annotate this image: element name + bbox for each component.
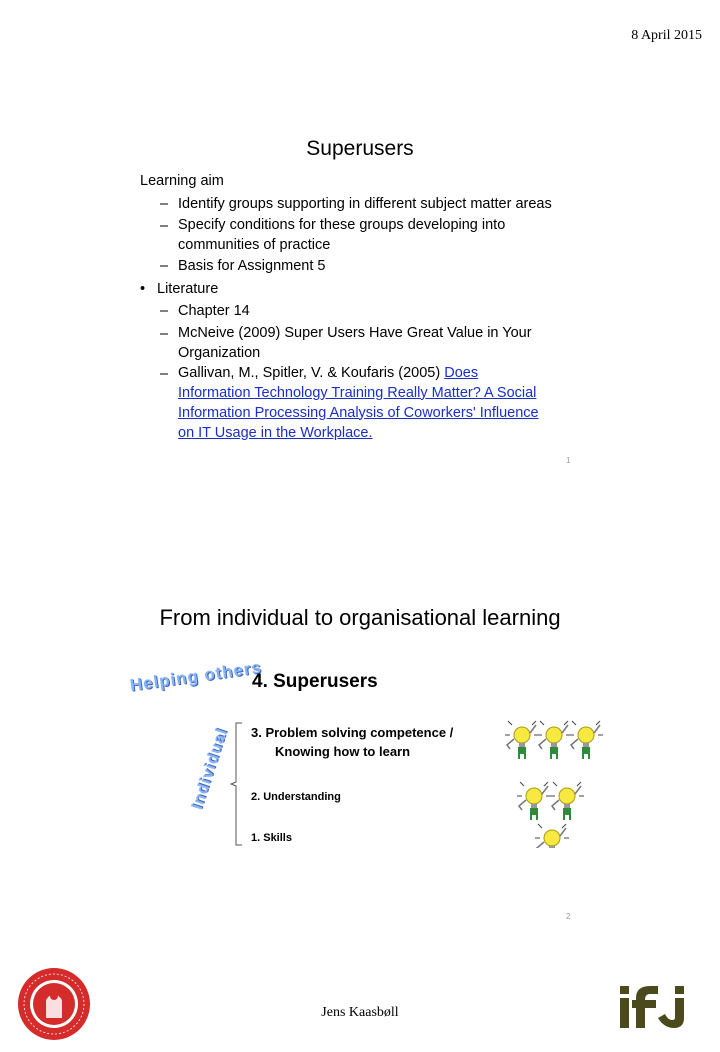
literature-label: Literature: [157, 280, 219, 297]
dot-bullet: •: [140, 280, 146, 297]
level3-line1: 3. Problem solving competence /: [251, 725, 454, 740]
gallivan-link[interactable]: Information Processing Analysis of Coworkers' Influence: [178, 404, 539, 421]
lightbulb-icon: [517, 782, 551, 820]
bracket-icon: [230, 722, 244, 846]
individual-wordart: Individual: [188, 725, 232, 812]
footer-author: Jens Kaasbøll: [321, 1005, 399, 1020]
lightbulb-figures: [500, 718, 610, 848]
literature-item: [140, 363, 610, 443]
slide1-title: Superusers: [306, 137, 414, 160]
lightbulb-icon: [535, 824, 569, 848]
mcneive-text-cont: Organization: [178, 344, 261, 361]
slide1-page-number: 1: [566, 456, 571, 465]
lightbulb-icon: [569, 721, 603, 759]
level3-line2: Knowing how to learn: [275, 744, 411, 759]
date-header: 8 April 2015: [631, 28, 702, 43]
literature-item: [140, 300, 610, 323]
gallivan-link[interactable]: on IT Usage in the Workplace.: [178, 424, 373, 441]
slide1-body: [140, 170, 610, 443]
aim-item: [140, 255, 610, 278]
dash-bullet: –: [160, 303, 169, 319]
aim-text: Identify groups supporting in different subject matter areas: [178, 195, 552, 212]
slide2-page-number: 2: [566, 912, 571, 921]
literature-item: [140, 323, 610, 363]
lightbulb-icon: [537, 721, 571, 759]
aim-text: Specify conditions for these groups developing into: [178, 217, 506, 233]
mcneive-text: McNeive (2009) Super Users Have Great Value in Your: [178, 324, 532, 341]
dash-bullet: –: [160, 218, 169, 234]
level2-text: 2. Understanding: [251, 791, 341, 803]
lightbulb-icon: [505, 721, 539, 759]
dash-bullet: –: [160, 365, 169, 382]
level1-text: 1. Skills: [251, 832, 292, 844]
slide2-title: From individual to organisational learning: [159, 605, 561, 630]
aim-text: Basis for Assignment 5: [178, 258, 326, 274]
university-seal-logo: [16, 966, 92, 1042]
helping-others-wordart: Helping others: [128, 657, 263, 695]
learning-aim-heading: Learning aim: [140, 173, 224, 189]
gallivan-link[interactable]: Does: [444, 364, 479, 381]
chapter-text: Chapter 14: [178, 303, 250, 319]
level3-text: [251, 723, 453, 761]
gallivan-prefix: Gallivan, M., Spitler, V. & Koufaris (2005): [178, 364, 445, 381]
dash-bullet: –: [160, 325, 169, 342]
aim-item: [140, 215, 610, 255]
superusers-level: 4. Superusers: [252, 671, 378, 692]
lightbulb-icon: [550, 782, 584, 820]
ifi-logo: [618, 984, 698, 1032]
dash-bullet: –: [160, 195, 169, 212]
aim-item: [140, 193, 610, 216]
dash-bullet: –: [160, 258, 169, 274]
aim-text-cont: communities of practice: [178, 237, 331, 253]
gallivan-link[interactable]: Information Technology Training Really Matter? A Social: [178, 384, 537, 401]
gallivan-line: [178, 363, 610, 383]
literature-heading: [140, 278, 610, 301]
